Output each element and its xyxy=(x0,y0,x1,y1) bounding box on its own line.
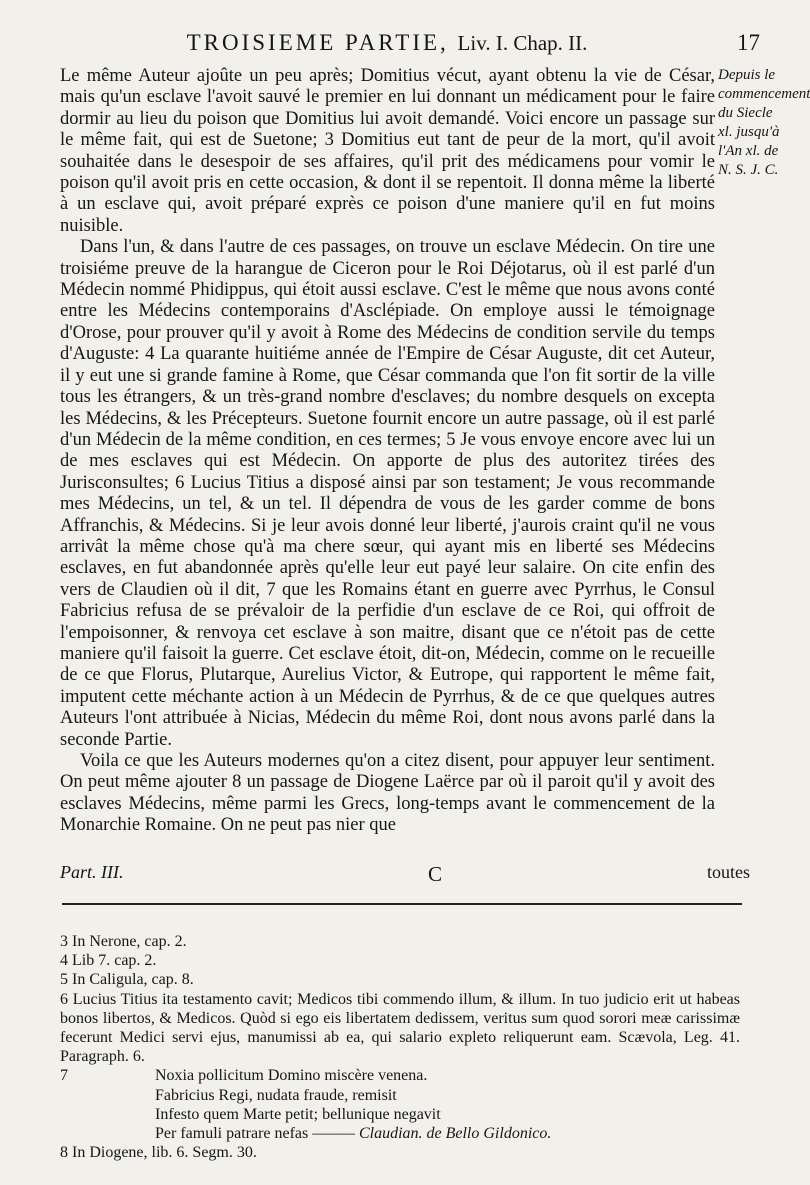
running-head-title: TROISIEME PARTIE, xyxy=(186,30,449,55)
footnote-7 xyxy=(60,1066,740,1143)
main-text-block xyxy=(60,66,715,837)
margin-note: Depuis le commencement du Siecle xl. jusqu'à l'An xl. de N. S. J. C. xyxy=(718,67,810,178)
verse-line-text: Per famuli patrare nefas xyxy=(155,1125,309,1143)
footnote-6: 6 Lucius Titius ita testamento cavit; Medicos tibi commendo illum, & illum. In tuo judicio erit ut habeas bonos libertos, & Medicos. Quòd si ego eis libertatem dedissem, veritus sum quod sorori meæ carissimæ fecerunt Medici servi ejus, manumissi ab ea, qui salario expleto reliquerunt eam. Scævola, Leg. 41. Paragraph. 6. xyxy=(60,990,740,1066)
paragraph-2: Dans l'un, & dans l'autre de ces passages, on trouve un esclave Médecin. On tire une troisiéme preuve de la harangue de Ciceron pour le Roi Déjotarus, où il est parlé d'un Médecin nommé Phidippus, qui étoit aussi esclave. C'est le même que nous avons conté entre les Médecins contemporains d'Asclépiade. On employe aussi le témoignage d'Orose, pour prouver qu'il y avoit à Rome des Médecins de condition servile du temps d'Auguste: 4 La quarante huitiéme année de l'Empire de César Auguste, dit cet Auteur, il y eut une si grande famine à Rome, que César commanda que l'on fit sortir de la ville tous les étrangers, & un très-grand nombre d'esclaves; du nombre desquels on excepta les Médecins, & les Précepteurs. Suetone fournit encore un autre passage, où il est parlé d'un Médecin de la même condition, en ces termes; 5 Je vous envoye encore avec lui un de mes esclaves qui est Médecin. On apporte de plus des autoritez tirées des Jurisconsultes; 6 Lucius Titius a disposé ainsi par son testament; Je vous recommande mes Médecins, un tel, & un tel. Il dépendra de vous de les garder comme de bons Affranchis, & Médecins. Si je leur avois donné leur liberté, j'aurois craint qu'il ne vous arrivât la même chose qu'à ma chere sœur, qui ayant mis en liberté ses Médecins esclaves, en fut abandonnée après qu'elle leur eut payé leur salaire. On cite enfin des vers de Claudien où il dit, 7 que les Romains étant en guerre avec Pyrrhus, le Consul Fabricius refusa de se prévaloir de la perfidie d'un esclave de ce Roi, qui offroit de l'empoisonner, & renvoya cet esclave à son maitre, disant que ce n'étoit pas de cette maniere qu'il faisoit la guerre. Cet esclave étoit, dit-on, Médecin, comme on le recueille de ce que Florus, Plutarque, Aurelius Victor, & Eutrope, qui rapportent le même fait, imputent cette méchante action à un Médecin de Pyrrhus, & de ce que quelques autres Auteurs l'ont attribuée à Nicias, Médecin du même Roi, dont nous avons parlé dans la seconde Partie. xyxy=(60,237,715,750)
footnote-3: 3 In Nerone, cap. 2. xyxy=(60,933,187,950)
running-head xyxy=(66,30,708,56)
footnote-rule xyxy=(62,903,742,905)
verse-attribution: ——— Claudian. de Bello Gildonico. xyxy=(312,1125,552,1143)
paragraph-1: Le même Auteur ajoûte un peu après; Domitius vécut, ayant obtenu la vie de César, mais qu'un esclave l'avoit sauvé le premier en lui donnant un médicament pour le faire dormir au lieu du poison que Domitius lui avoit demandé. Voici encore un passage sur le même fait, qui est de Suetone; 3 Domitius eut tant de peur de la mort, qu'il avoit souhaitée dans le desespoir de ses affaires, qu'il prit des médicamens pour vomir le poison qu'il avoit pris en cette occasion, & dont il se repentoit. Il donna même la liberté à un esclave qui, avoit préparé exprès ce poison d'une maniere qu'il en fut moins nuisible. xyxy=(60,66,715,236)
signature-mark: C xyxy=(428,862,443,886)
footnote-4: 4 Lib 7. cap. 2. xyxy=(60,952,157,970)
part-label: Part. III. xyxy=(60,862,124,882)
verse-line-last xyxy=(155,1124,740,1143)
footnote-7-number: 7 xyxy=(60,1067,68,1085)
footnote-5: 5 In Caligula, cap. 8. xyxy=(60,971,194,989)
page-number: 17 xyxy=(737,30,760,55)
catchword: toutes xyxy=(707,862,750,882)
running-head-chapter: Liv. I. Chap. II. xyxy=(457,31,588,55)
verse-line: Infesto quem Marte petit; bellunique negavit xyxy=(155,1105,441,1123)
footnotes xyxy=(60,932,740,1162)
paragraph-3: Voila ce que les Auteurs modernes qu'on a citez disent, pour appuyer leur sentiment. On peut même ajouter 8 un passage de Diogene Laërce par où il paroit qu'il y avoit des esclaves Médecins, même parmi les Grecs, long-temps avant le commencement de la Monarchie Romaine. On ne peut pas nier que xyxy=(60,751,715,836)
verse-line: Fabricius Regi, nudata fraude, remisit xyxy=(155,1086,397,1104)
footnote-8: 8 In Diogene, lib. 6. Segm. 30. xyxy=(60,1144,257,1162)
verse-line: Noxia pollicitum Domino miscère venena. xyxy=(155,1067,428,1085)
